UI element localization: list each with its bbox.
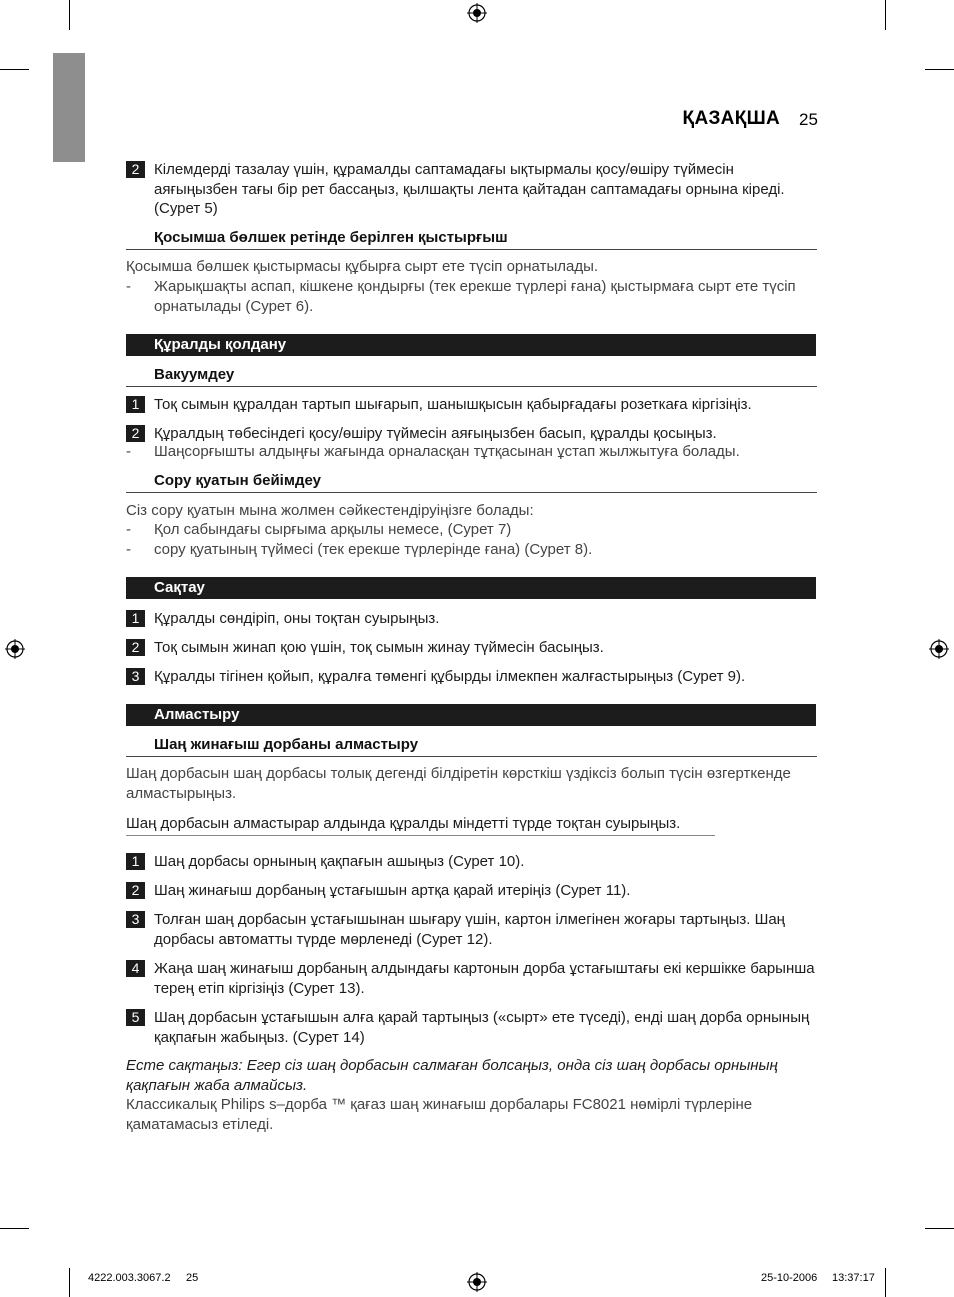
paragraph: Классикалық Philips s–дорба ™ қағаз шаң жинағыш дорбалары FC8021 нөмірлі түрлеріне қаматамасыз етіледі.: [126, 1096, 753, 1133]
step-number: 2: [126, 161, 145, 178]
step-number: 2: [126, 425, 145, 442]
step-text: Құралдың төбесіндегі қосу/өшіру түймесін аяғыңызбен басып, құралды қосыңыз.: [154, 425, 717, 442]
crop-mark: [885, 0, 886, 30]
bullet-text: Қол сабындағы сырғыма арқылы немесе, (Сурет 7): [154, 521, 512, 538]
bullet-item: - Шаңсорғышты алдыңғы жағында орналасқан тұтқасынан ұстап жылжытуға болады.: [126, 442, 816, 462]
step-number: 3: [126, 668, 145, 685]
page-number: 25: [799, 110, 818, 129]
step-number: 3: [126, 911, 145, 928]
step-text: Тоқ сымын жинап қою үшін, тоқ сымын жинау түймесін басыңыз.: [154, 639, 604, 656]
step-using-2: [126, 424, 816, 444]
crop-mark: [925, 1228, 954, 1229]
step-text: Тоқ сымын құралдан тартып шығарып, шанышқысын қабырғадағы розеткаға кіргізіңіз.: [154, 396, 752, 413]
crop-mark: [925, 69, 954, 70]
section-bar-replacement: Алмастыру: [126, 704, 816, 726]
paragraph: Қосымша бөлшек қыстырмасы құбырға сырт ете түсіп орнатылады.: [126, 258, 599, 275]
step-number: 1: [126, 853, 145, 870]
step-number: 5: [126, 1009, 145, 1026]
registration-mark-icon: [5, 639, 25, 659]
bullet-item: - Қол сабындағы сырғыма арқылы немесе, (Сурет 7): [126, 520, 816, 540]
crop-mark: [0, 1228, 29, 1229]
step-carpet: [126, 160, 816, 219]
step-number: 2: [126, 882, 145, 899]
section-bar-storage: Сақтау: [126, 577, 816, 599]
crop-mark: [69, 0, 70, 30]
step-storage-1: [126, 609, 816, 629]
step-replace-3: [126, 910, 816, 949]
step-number: 1: [126, 610, 145, 627]
step-replace-2: [126, 881, 816, 901]
step-text: Құралды сөндіріп, оны тоқтан суырыңыз.: [154, 610, 440, 627]
footer-code: 4222.003.3067.2: [88, 1272, 171, 1284]
crop-mark: [885, 1268, 886, 1297]
step-storage-3: [126, 667, 816, 687]
language-side-tab: [53, 53, 85, 162]
bullet-item: - Жарықшақты аспап, кішкене қондырғы (тек ерекше түрлері ғана) қыстырмаға сырт ете түсіп орнатылады (Сурет 6).: [126, 277, 816, 316]
bullet-text: сору қуатының түймесі (тек ерекше түрлерінде ғана) (Сурет 8).: [154, 541, 593, 558]
registration-mark-icon: [467, 3, 487, 23]
note-text: Есте сақтаңыз: Егер сіз шаң дорбасын салмаған болсаңыз, онда сіз шаң дорбасы орнының қақпағын жаба алмайсыз.: [126, 1057, 778, 1094]
crop-mark: [0, 69, 29, 70]
step-text: Шаң дорбасы орнының қақпағын ашыңыз (Сурет 10).: [154, 853, 525, 870]
footer-page: 25: [186, 1272, 199, 1284]
bullet-item: - сору қуатының түймесі (тек ерекше түрлерінде ғана) (Сурет 8).: [126, 540, 816, 560]
footer-time: 13:37:17: [832, 1272, 875, 1284]
step-replace-5: [126, 1008, 816, 1047]
subheading-suction-power: Сору қуатын бейімдеу: [126, 472, 817, 493]
step-text: Кілемдерді тазалау үшін, құрамалды саптамадағы ықтырмалы қосу/өшіру түймесін аяғыңызбен тағы бір рет бассаңыз, қылшақты лента қайтадан саптамадағы орнына кіреді. (Сурет 5): [154, 161, 785, 217]
step-number: 2: [126, 639, 145, 656]
step-number: 4: [126, 960, 145, 977]
step-using-1: [126, 395, 816, 415]
step-number: 1: [126, 396, 145, 413]
step-text: Құралды тігінен қойып, құралға төменгі құбырды ілмекпен жалғастырыңыз (Сурет 9).: [154, 668, 746, 685]
bullet-text: Шаңсорғышты алдыңғы жағында орналасқан тұтқасынан ұстап жылжытуға болады.: [154, 443, 740, 460]
bullet-text: Жарықшақты аспап, кішкене қондырғы (тек ерекше түрлері ғана) қыстырмаға сырт ете түсіп орнатылады (Сурет 6).: [154, 278, 796, 315]
step-text: Шаң жинағыш дорбаның ұстағышын артқа қарай итеріңіз (Сурет 11).: [154, 882, 631, 899]
footer-date: 25-10-2006: [761, 1272, 818, 1284]
step-storage-2: [126, 638, 816, 658]
step-replace-1: [126, 852, 816, 872]
registration-mark-icon: [929, 639, 949, 659]
crop-mark: [69, 1268, 70, 1297]
subheading-accessory-clip: Қосымша бөлшек ретінде берілген қыстырғыш: [126, 229, 817, 250]
step-text: Шаң дорбасын ұстағышын алға қарай тартыңыз («сырт» ете түседі), енді шаң дорба орнының қақпағын жабыңыз. (Сурет 14): [154, 1009, 810, 1046]
registration-mark-icon: [467, 1272, 487, 1292]
subheading-replace-bag: Шаң жинағыш дорбаны алмастыру: [126, 736, 817, 757]
paragraph: Сіз сору қуатын мына жолмен сәйкестендіруіңізге болады:: [126, 502, 534, 519]
step-text: Жаңа шаң жинағыш дорбаның алдындағы картонын дорба ұстағыштағы екі кершікке барынша терең етіп кіргізіңіз (Сурет 13).: [154, 960, 815, 997]
warning-text: Шаң дорбасын алмастырар алдында құралды міндетті түрде тоқтан суырыңыз.: [126, 814, 715, 836]
step-text: Толған шаң дорбасын ұстағышынан шығару үшін, картон ілмегінен жоғары тартыңыз. Шаң дорбасы автоматты түрде мөрленеді (Сурет 12).: [154, 911, 785, 948]
step-replace-4: [126, 959, 816, 998]
section-bar-using: Құралды қолдану: [126, 334, 816, 356]
subheading-vacuuming: Вакуумдеу: [126, 366, 817, 387]
paragraph: Шаң дорбасын шаң дорбасы толық дегенді білдіретін көрсткіш үздіксіз болып түсін өзгерткенде алмастырыңыз.: [126, 765, 791, 802]
language-title: ҚАЗАҚША: [682, 108, 780, 129]
